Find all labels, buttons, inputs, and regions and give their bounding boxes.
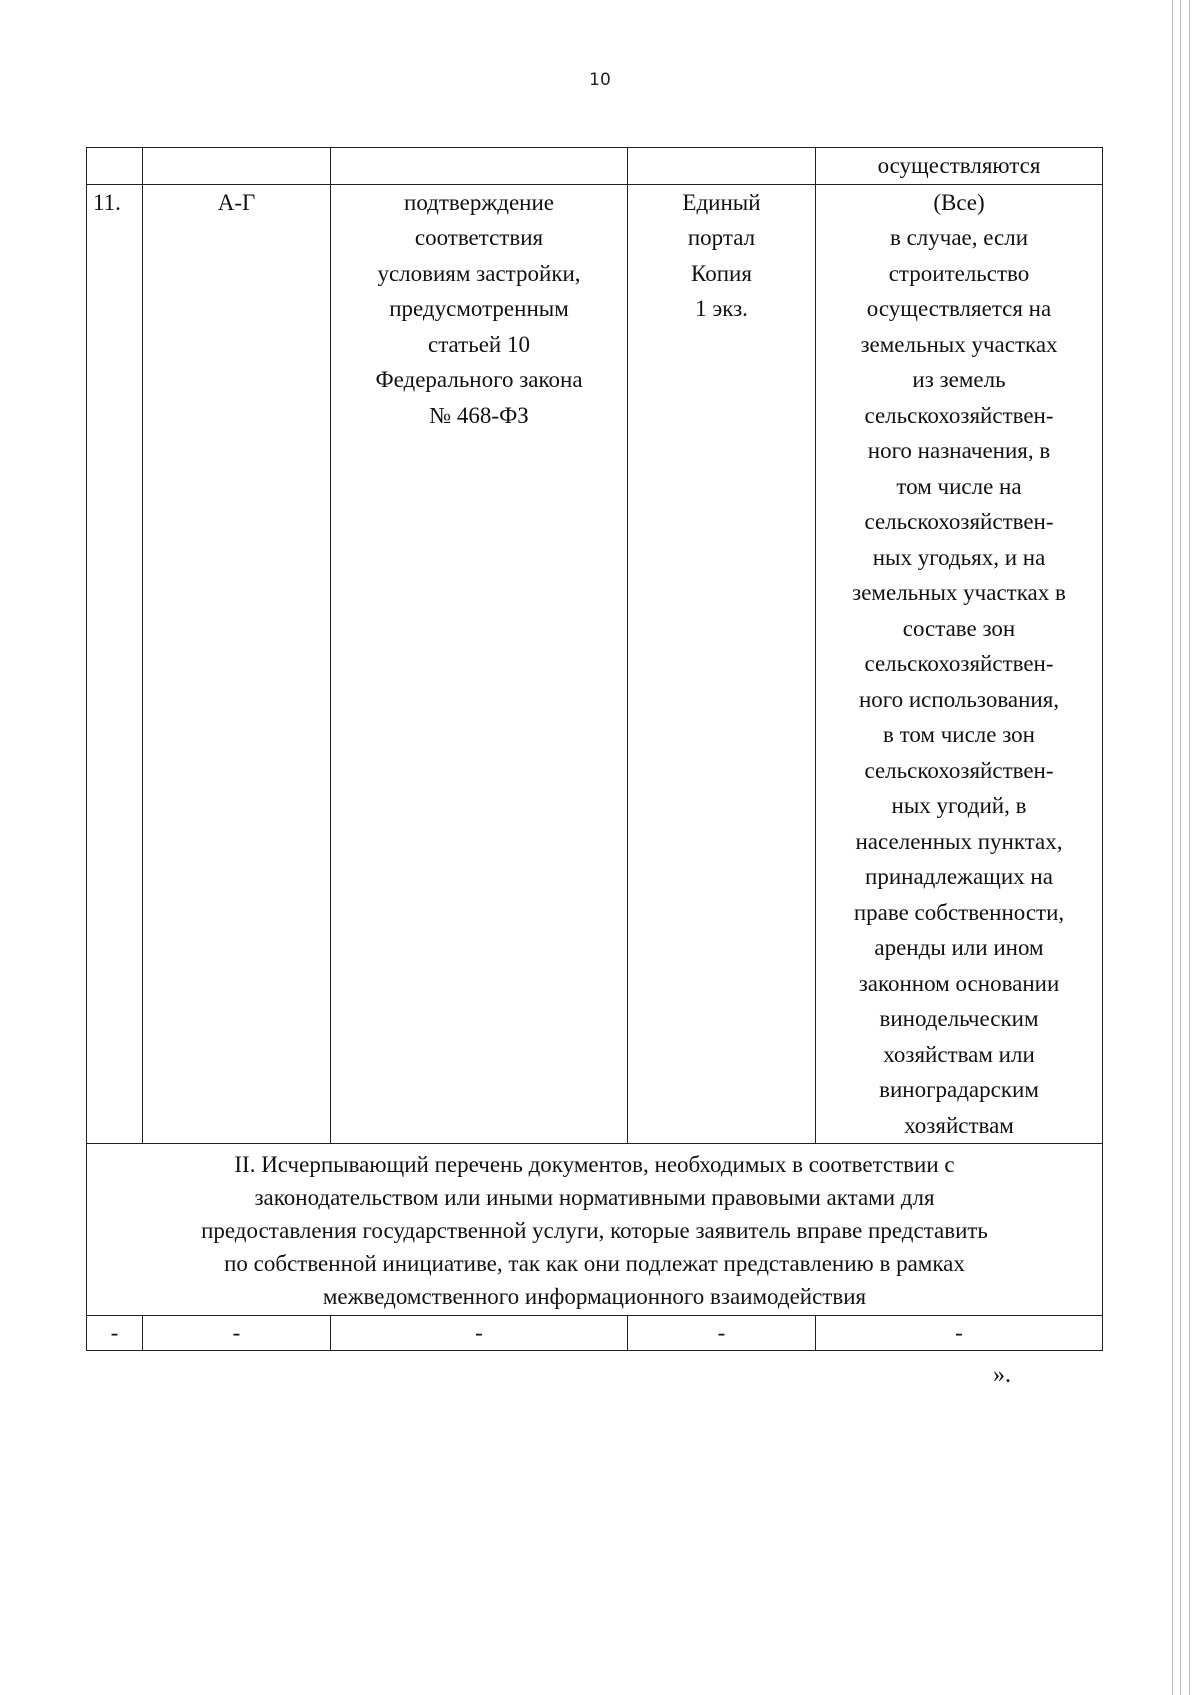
cont-cell-document xyxy=(331,148,628,185)
section-heading-line: II. Исчерпывающий перечень документов, необходимых в соответствии с xyxy=(234,1152,955,1177)
cont-cell-num xyxy=(87,148,143,185)
condition-line: земельных участках в xyxy=(852,580,1066,605)
scan-edge-line xyxy=(1172,0,1173,1695)
document-line: соответствия xyxy=(414,225,544,250)
condition-line: винодельческим xyxy=(879,1006,1039,1031)
cont-cell-condition: осуществляются xyxy=(816,148,1103,185)
condition-line: праве собственности, xyxy=(853,899,1065,925)
section-heading-line: по собственной инициативе, так как они подлежат представлению в рамках xyxy=(224,1251,965,1276)
dash-cell: - xyxy=(816,1316,1103,1351)
page-number: 10 xyxy=(589,70,611,90)
scan-edge-line xyxy=(1189,0,1190,1695)
closing-mark: ». xyxy=(993,1362,1011,1388)
condition-line: составе зон xyxy=(902,615,1016,641)
section-heading-line: предоставления государственной услуги, которые заявитель вправе представить xyxy=(201,1218,988,1243)
section-heading xyxy=(87,1144,1103,1316)
condition-line: хозяйствам xyxy=(904,1112,1014,1138)
condition-line: в случае, если xyxy=(889,225,1029,250)
dash-cell: - xyxy=(87,1316,143,1351)
condition-line: том числе на xyxy=(896,473,1022,499)
document-line: предусмотренным xyxy=(389,296,569,321)
condition-line: в том числе зон xyxy=(882,722,1035,747)
form-line: Копия xyxy=(691,260,752,286)
row-category: А-Г xyxy=(143,184,331,1144)
condition-line: земельных участках xyxy=(860,331,1058,357)
dash-row xyxy=(87,1316,1103,1351)
condition-line: строительство xyxy=(888,260,1030,286)
section-heading-row xyxy=(87,1144,1103,1316)
form-line: портал xyxy=(687,225,756,250)
row-form xyxy=(628,184,816,1144)
condition-line: из земель xyxy=(912,367,1006,392)
cont-cell-form xyxy=(628,148,816,185)
row-document xyxy=(331,184,628,1144)
condition-line: ного назначения, в xyxy=(867,438,1051,463)
document-line: условиям застройки, xyxy=(377,260,581,286)
condition-line: ных угодий, в xyxy=(891,793,1027,818)
document-line: статьей 10 xyxy=(428,331,530,357)
condition-line: сельскохозяйствен- xyxy=(864,509,1054,534)
document-line: подтверждение xyxy=(404,189,554,215)
dash-cell: - xyxy=(331,1316,628,1351)
section-heading-line: законодательством или иными нормативными правовыми актами для xyxy=(254,1185,935,1210)
scan-edge-line xyxy=(1180,0,1181,1695)
dash-cell: - xyxy=(628,1316,816,1351)
row-condition xyxy=(816,184,1103,1144)
cont-cell-category xyxy=(143,148,331,185)
condition-line: сельскохозяйствен- xyxy=(864,651,1054,676)
continuation-row xyxy=(87,148,1103,185)
condition-line: сельскохозяйствен- xyxy=(864,757,1054,783)
condition-line: принадлежащих на xyxy=(865,864,1053,889)
condition-line: ных угодьях, и на xyxy=(872,544,1046,570)
row-number: 11. xyxy=(87,184,143,1144)
condition-line: хозяйствам или xyxy=(883,1041,1035,1067)
dash-cell: - xyxy=(143,1316,331,1351)
form-line: Единый xyxy=(682,189,761,215)
condition-line: населенных пунктах, xyxy=(855,828,1063,854)
condition-line: ного использования, xyxy=(858,686,1060,712)
condition-line: осуществляется на xyxy=(866,296,1052,321)
form-line: 1 экз. xyxy=(695,296,748,321)
document-line: № 468-ФЗ xyxy=(429,402,529,428)
documents-table xyxy=(86,147,1103,1351)
condition-line: законном основании xyxy=(858,970,1060,996)
condition-line: (Все) xyxy=(933,189,985,215)
condition-line: виноградарским xyxy=(879,1077,1039,1102)
condition-line: сельскохозяйствен- xyxy=(864,402,1054,428)
section-heading-line: межведомственного информационного взаимодействия xyxy=(322,1284,867,1309)
condition-line: аренды или ином xyxy=(874,935,1044,960)
document-line: Федерального закона xyxy=(375,367,583,392)
main-row xyxy=(87,184,1103,1144)
